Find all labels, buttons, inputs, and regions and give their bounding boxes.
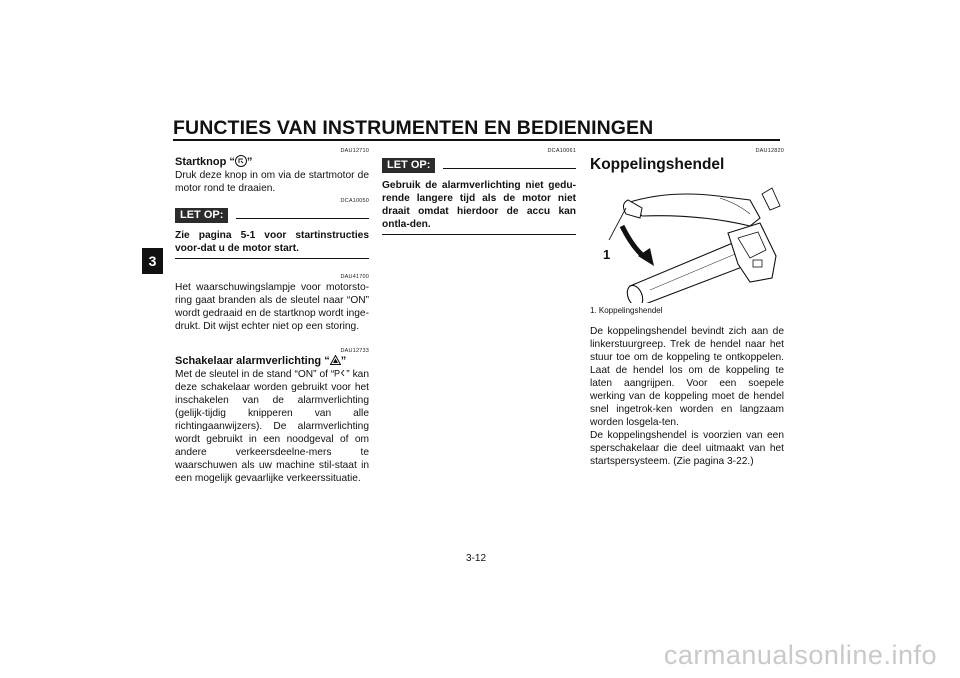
- note-label: LET OP:: [382, 158, 435, 173]
- title-rule: [173, 139, 780, 141]
- clutch-lever-drawing: [590, 178, 784, 303]
- note-rule: [443, 168, 576, 169]
- clutch-lever-text: De koppelingshendel bevindt zich aan de linkerstuurgreep. Trek de hendel naar het stuur toe om de koppeling te ontkoppelen. Laat de hendel los om de koppeling te laten aangrijpen. Voor een soepele werking van de koppeling moet de hendel snel ingetrok-ken worden en langzaam worden losgela-ten.: [590, 326, 784, 428]
- svg-text:P: P: [334, 368, 341, 378]
- park-icon: [334, 369, 346, 380]
- clutch-lever-illustration: [590, 178, 784, 303]
- start-button-icon: [235, 155, 247, 167]
- note-rule: [236, 218, 369, 219]
- note-label: LET OP:: [175, 208, 228, 223]
- reference-code: DAU12733: [340, 348, 369, 354]
- clutch-lever-heading: Koppelingshendel: [590, 156, 725, 173]
- reference-code: DCA10050: [340, 198, 369, 204]
- chapter-tab: 3: [142, 248, 163, 274]
- hazard-switch-heading: Schakelaar alarmverlichting “ ”: [175, 355, 347, 367]
- reference-code: DAU12710: [340, 148, 369, 154]
- note-text: Zie pagina 5-1 voor startinstructies voor-dat u de motor start.: [175, 230, 369, 254]
- column-left: [175, 148, 369, 485]
- start-button-text: Druk deze knop in om via de startmotor de motor rond te draaien.: [175, 170, 369, 194]
- reference-code: DAU12820: [755, 148, 784, 154]
- note-end-rule: [382, 234, 576, 235]
- reference-code: DCA10061: [547, 148, 576, 154]
- note-text: Gebruik de alarmverlichting niet gedu-rende langere tijd als de motor niet draait omdat hierdoor de accu kan ontla-den.: [382, 180, 576, 230]
- note-header: [382, 158, 576, 173]
- note-header: [175, 208, 369, 223]
- page-title: FUNCTIES VAN INSTRUMENTEN EN BEDIENINGEN: [173, 117, 654, 139]
- warning-light-text: Het waarschuwingslampje voor motorsto-ring gaat branden als de sleutel naar “ON” wordt gedraaid en de startknop wordt inge-drukt. Dit wijst echter niet op een storing.: [175, 282, 369, 332]
- start-button-heading: Startknop “ ”: [175, 156, 253, 168]
- callout-number: 1: [603, 247, 611, 262]
- hazard-switch-text: Met de sleutel in de stand “ON” of “ P ” kan deze schakelaar worden gebruikt voor het inschakelen van de alarmverlichting (gelijk-tijdig knipperen van alle richtingaanwijzers). De alarmverlichting wordt gebruikt in een noodgeval of om andere verkeersdeelne-mers te waarschuwen als uw machine stil-staat in een mogelijk gevaarlijke verkeerssituatie.: [175, 368, 370, 484]
- column-right: [590, 148, 784, 468]
- watermark: carmanualsonline.info: [663, 640, 937, 670]
- clutch-switch-text: De koppelingshendel is voorzien van een sperschakelaar die deel uitmaakt van het startspersysteem. (Zie pagina 3-22.): [590, 430, 784, 467]
- reference-code: DAU41700: [340, 274, 369, 280]
- figure-caption: 1. Koppelingshendel: [590, 306, 663, 315]
- hazard-icon: [330, 355, 341, 367]
- column-middle: [382, 148, 576, 235]
- page-number: 3-12: [466, 553, 487, 564]
